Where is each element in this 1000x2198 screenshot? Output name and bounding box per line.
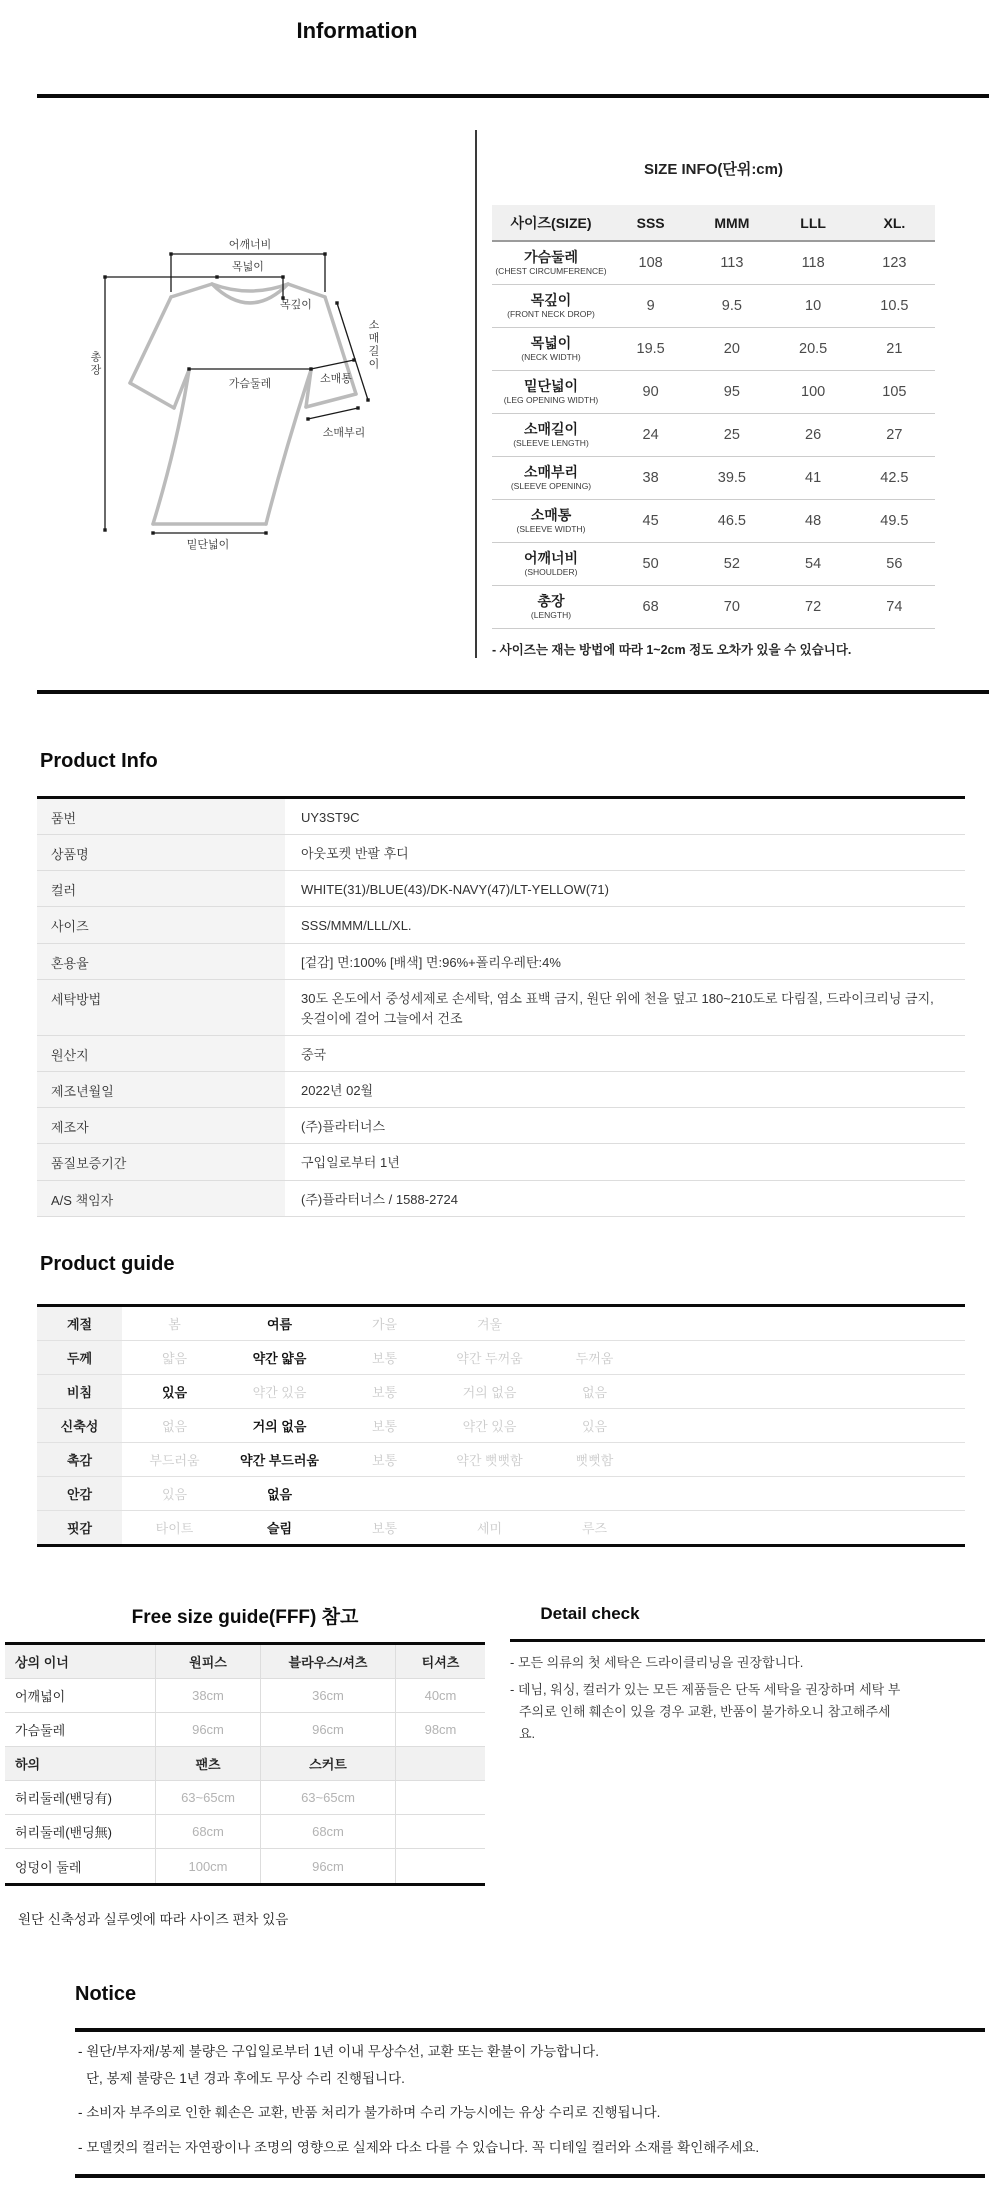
product-info-row	[37, 1108, 965, 1144]
free-size-value: 68cm	[260, 1815, 395, 1848]
size-value: 90	[642, 384, 659, 400]
guide-option: 있음	[161, 1487, 188, 1502]
diagram-label-sleeve-width: 소매통	[320, 373, 352, 385]
product-guide-row-label: 촉감	[37, 1443, 122, 1476]
size-value: 39.5	[717, 470, 746, 486]
product-info-row	[37, 799, 965, 835]
product-guide-table	[37, 1304, 965, 1547]
free-size-row	[5, 1781, 485, 1815]
section-divider	[37, 690, 989, 694]
size-info-row-label	[492, 379, 610, 405]
product-guide-row-label: 두께	[37, 1341, 122, 1374]
size-label-english: (SLEEVE LENGTH)	[513, 437, 589, 448]
size-label-korean: 소매부리	[523, 464, 579, 481]
product-guide-row-label: 신축성	[37, 1409, 122, 1442]
free-size-value: 36cm	[260, 1679, 395, 1712]
size-value: 54	[805, 556, 822, 572]
guide-option-selected: 거의 없음	[252, 1419, 307, 1434]
product-info-label: 상품명	[37, 835, 285, 870]
size-info-row	[492, 500, 935, 543]
free-size-row-label: 엉덩이 둘레	[15, 1859, 82, 1875]
detail-check-line: - 데님, 워싱, 컬러가 있는 모든 제품들은 단독 세탁을 권장하며 세탁 부주의로 인해 훼손이 있을 경우 교환, 반품이 불가하오니 참고해주세요.	[510, 1682, 901, 1742]
top-divider	[37, 94, 989, 98]
notice-title: Notice	[75, 1983, 137, 2005]
size-label-korean: 목깊이	[530, 292, 572, 309]
size-value: 26	[805, 427, 822, 443]
size-value: 52	[723, 556, 740, 572]
diagram-label-neck-width: 목넓이	[232, 261, 264, 273]
guide-option-selected: 약간 부드러움	[240, 1453, 319, 1468]
diagram-label-sleeve-length: 소매길이	[367, 319, 379, 371]
size-label-english: (SLEEVE OPENING)	[510, 480, 592, 491]
product-info-row	[37, 835, 965, 871]
notice-bottom-divider	[75, 2174, 985, 2178]
free-size-guide-table	[5, 1642, 485, 1886]
product-info-table	[37, 796, 965, 1217]
guide-option: 얇음	[161, 1351, 188, 1366]
size-info-row-label	[492, 551, 610, 577]
product-info-label: 제조년월일	[37, 1072, 285, 1107]
size-label-english: (SLEEVE WIDTH)	[516, 523, 586, 534]
size-label-english: (LEG OPENING WIDTH)	[503, 394, 599, 405]
diagram-label-sleeve-opening: 소매부리	[322, 427, 366, 439]
free-size-header-cell: 상의 이너	[15, 1655, 69, 1670]
guide-option: 보통	[371, 1453, 398, 1468]
notice-lines	[78, 2042, 978, 2165]
size-info-title: SIZE INFO(단위:cm)	[644, 161, 783, 178]
free-size-header-cell: 티셔츠	[395, 1645, 485, 1678]
product-guide-row-label: 안감	[37, 1477, 122, 1510]
size-label-english: (LENGTH)	[530, 609, 572, 620]
size-value: 49.5	[880, 513, 909, 529]
size-value: 48	[805, 513, 822, 529]
size-value: 10.5	[880, 298, 909, 314]
guide-option: 세미	[476, 1521, 503, 1536]
diagram-label-neck-depth: 목깊이	[280, 299, 312, 311]
size-value: 19.5	[636, 341, 665, 357]
product-info-label: A/S 책임자	[37, 1181, 285, 1216]
product-guide-row-label: 계절	[37, 1307, 122, 1340]
size-value: 25	[723, 427, 740, 443]
product-guide-row	[37, 1443, 965, 1477]
guide-option: 없음	[161, 1419, 188, 1434]
free-size-row-label: 허리둘레(밴딩有)	[15, 1791, 113, 1806]
size-info-header-row	[492, 205, 935, 242]
size-info-row-label	[492, 508, 610, 534]
size-value: 20	[723, 341, 740, 357]
free-size-row	[5, 1679, 485, 1713]
free-size-value: 100cm	[155, 1849, 260, 1883]
product-info-label: 사이즈	[37, 907, 285, 942]
notice-line: - 소비자 부주의로 인한 훼손은 교환, 반품 처리가 불가하며 수리 가능시에는 유상 수리로 진행됩니다.	[78, 2105, 661, 2120]
product-info-label: 컬러	[37, 871, 285, 906]
size-label-korean: 밑단넓이	[523, 378, 579, 395]
size-info-row-label	[492, 293, 610, 319]
size-value: 113	[720, 255, 744, 271]
size-info-column-header: XL.	[883, 214, 906, 231]
size-value: 70	[723, 599, 740, 615]
guide-option: 거의 없음	[462, 1385, 517, 1400]
guide-option: 약간 있음	[462, 1419, 517, 1434]
size-value: 9.5	[721, 298, 742, 314]
product-info-value: 중국	[301, 1046, 327, 1062]
product-info-value: (주)플라터너스	[301, 1119, 386, 1135]
size-value: 118	[801, 255, 825, 271]
guide-option-selected: 슬림	[266, 1521, 293, 1536]
product-guide-row	[37, 1375, 965, 1409]
size-info-row-label	[492, 594, 610, 620]
size-value: 108	[638, 255, 663, 271]
size-info-row	[492, 328, 935, 371]
product-info-value: (주)플라터너스 / 1588-2724	[301, 1191, 459, 1207]
product-info-value: WHITE(31)/BLUE(43)/DK-NAVY(47)/LT-YELLOW(71)	[301, 882, 609, 898]
size-info-row	[492, 586, 935, 629]
product-guide-row-label: 핏감	[37, 1511, 122, 1544]
size-value: 27	[886, 427, 903, 443]
product-info-label: 품번	[37, 799, 285, 834]
product-info-value: SSS/MMM/LLL/XL.	[301, 918, 412, 934]
guide-option: 타이트	[155, 1521, 194, 1536]
free-size-value: 68cm	[155, 1815, 260, 1848]
size-info-column-header: MMM	[714, 214, 750, 231]
size-info-row	[492, 242, 935, 285]
free-size-header-cell: 원피스	[155, 1645, 260, 1678]
size-value: 42.5	[880, 470, 909, 486]
product-guide-row	[37, 1511, 965, 1544]
size-info-row	[492, 414, 935, 457]
guide-option: 약간 있음	[252, 1385, 307, 1400]
guide-option: 있음	[581, 1419, 608, 1434]
size-value: 9	[646, 298, 655, 314]
size-info-row-label	[492, 250, 610, 276]
product-info-value: UY3ST9C	[301, 810, 360, 825]
size-label-korean: 총장	[537, 593, 565, 610]
free-size-value	[395, 1781, 485, 1814]
size-label-korean: 어깨너비	[523, 550, 579, 567]
product-info-row	[37, 871, 965, 907]
vertical-section-divider	[475, 130, 477, 658]
product-info-row	[37, 980, 965, 1036]
size-value: 72	[805, 599, 822, 615]
free-size-value: 96cm	[260, 1713, 395, 1746]
size-value: 20.5	[799, 341, 828, 357]
guide-option: 부드러움	[149, 1453, 200, 1468]
product-info-value: 2022년 02월	[301, 1083, 374, 1099]
size-value: 123	[882, 255, 907, 271]
diagram-label-hem-width: 밑단넓이	[186, 539, 230, 551]
size-info-row-label	[492, 465, 610, 491]
size-label-english: (NECK WIDTH)	[521, 351, 581, 362]
size-info-column-header: LLL	[800, 214, 826, 231]
product-info-label: 세탁방법	[37, 980, 285, 1035]
size-value: 10	[805, 298, 822, 314]
size-info-row	[492, 285, 935, 328]
size-value: 105	[882, 384, 907, 400]
product-info-title: Product Info	[40, 750, 158, 772]
guide-option-selected: 여름	[266, 1317, 293, 1332]
guide-option-selected: 있음	[161, 1385, 188, 1400]
size-value: 100	[801, 384, 826, 400]
free-size-guide-note: 원단 신축성과 실루엣에 따라 사이즈 편차 있음	[18, 1912, 289, 1927]
free-size-value: 40cm	[395, 1679, 485, 1712]
guide-option: 가을	[371, 1317, 398, 1332]
product-info-row	[37, 1181, 965, 1217]
size-info-row-label	[492, 336, 610, 362]
guide-option-selected: 약간 얇음	[252, 1351, 307, 1366]
free-size-value: 98cm	[395, 1713, 485, 1746]
product-info-value: [겉감] 면:100% [배색] 면:96%+폴리우레탄:4%	[301, 954, 561, 970]
size-label-english: (CHEST CIRCUMFERENCE)	[495, 265, 607, 276]
size-value: 74	[886, 599, 903, 615]
product-guide-row-label: 비침	[37, 1375, 122, 1408]
free-size-value	[395, 1849, 485, 1883]
free-size-value: 38cm	[155, 1679, 260, 1712]
product-guide-row	[37, 1409, 965, 1443]
product-info-label: 혼용율	[37, 944, 285, 979]
detail-check-title: Detail check	[540, 1604, 640, 1623]
size-label-english: (SHOULDER)	[524, 566, 578, 577]
product-info-row	[37, 1072, 965, 1108]
guide-option: 겨울	[476, 1317, 503, 1332]
guide-option-selected: 없음	[266, 1487, 293, 1502]
product-guide-title: Product guide	[40, 1253, 175, 1275]
guide-option: 약간 뻣뻣함	[456, 1453, 523, 1468]
size-label-english: (FRONT NECK DROP)	[507, 308, 595, 319]
detail-check-lines	[510, 1652, 902, 1750]
guide-option: 보통	[371, 1385, 398, 1400]
tshirt-outline	[130, 284, 356, 524]
free-size-header-row	[5, 1645, 485, 1679]
product-info-value: 30도 온도에서 중성세제로 손세탁, 염소 표백 금지, 원단 위에 천을 덮고 180~210도로 다림질, 드라이크리닝 금지, 옷걸이에 걸어 그늘에서 건조	[301, 990, 934, 1026]
free-size-row	[5, 1849, 485, 1883]
size-value: 38	[642, 470, 659, 486]
diagram-label-shoulder-width: 어깨너비	[228, 239, 272, 251]
size-info-row	[492, 543, 935, 586]
guide-option: 보통	[371, 1419, 398, 1434]
size-label-korean: 목넓이	[530, 335, 572, 352]
product-guide-row	[37, 1477, 965, 1511]
free-size-guide-title: Free size guide(FFF) 참고	[131, 1607, 359, 1628]
page-title: Information	[296, 18, 418, 43]
free-size-row-label: 가슴둘레	[15, 1723, 66, 1738]
free-size-row	[5, 1815, 485, 1849]
size-value: 21	[886, 341, 903, 357]
free-size-row-label: 허리둘레(밴딩無)	[15, 1825, 113, 1840]
free-size-value: 96cm	[260, 1849, 395, 1883]
guide-option: 없음	[581, 1385, 608, 1400]
detail-check-divider	[510, 1639, 985, 1642]
free-size-header-cell: 팬츠	[155, 1747, 260, 1780]
product-guide-row	[37, 1307, 965, 1341]
size-label-korean: 가슴둘레	[523, 249, 579, 266]
diagram-label-total-length: 총장	[89, 351, 101, 377]
free-size-header-cell: 하의	[15, 1757, 41, 1772]
size-label-korean: 소매길이	[523, 421, 579, 438]
product-info-value: 구입일로부터 1년	[301, 1155, 400, 1171]
product-info-row	[37, 944, 965, 980]
measurement-endpoints	[103, 252, 369, 534]
product-guide-row	[37, 1341, 965, 1375]
size-info-note: - 사이즈는 재는 방법에 따라 1~2cm 정도 오차가 있을 수 있습니다.	[492, 643, 852, 657]
size-value: 41	[805, 470, 822, 486]
product-info-label: 품질보증기간	[37, 1144, 285, 1179]
tshirt-measurement-diagram	[60, 180, 470, 570]
size-value: 50	[642, 556, 659, 572]
product-info-row	[37, 1144, 965, 1180]
free-size-header-row	[5, 1747, 485, 1781]
product-info-row	[37, 1036, 965, 1072]
notice-line: - 원단/부자재/봉제 불량은 구입일로부터 1년 이내 무상수선, 교환 또는 환불이 가능합니다.	[78, 2044, 599, 2059]
size-info-row	[492, 457, 935, 500]
product-info-label: 원산지	[37, 1036, 285, 1071]
guide-option: 봄	[168, 1317, 181, 1332]
free-size-value: 63~65cm	[155, 1781, 260, 1814]
free-size-header-cell: 블라우스/셔츠	[260, 1645, 395, 1678]
size-info-column-header: 사이즈(SIZE)	[510, 214, 592, 231]
size-value: 95	[723, 384, 740, 400]
size-value: 45	[642, 513, 659, 529]
size-value: 46.5	[717, 513, 746, 529]
free-size-value: 63~65cm	[260, 1781, 395, 1814]
guide-option: 뻣뻣함	[575, 1453, 614, 1468]
size-info-table	[492, 205, 935, 629]
free-size-row	[5, 1713, 485, 1747]
free-size-header-cell	[395, 1747, 485, 1780]
free-size-header-cell: 스커트	[260, 1747, 395, 1780]
free-size-value	[395, 1815, 485, 1848]
guide-option: 약간 두꺼움	[456, 1351, 523, 1366]
product-info-row	[37, 907, 965, 943]
diagram-label-chest: 가슴둘레	[228, 378, 272, 390]
product-info-value: 아웃포켓 반팔 후디	[301, 846, 409, 862]
guide-option: 보통	[371, 1521, 398, 1536]
measurement-lines	[105, 254, 368, 533]
guide-option: 두꺼움	[575, 1351, 614, 1366]
size-value: 56	[886, 556, 903, 572]
size-value: 68	[642, 599, 659, 615]
detail-check-line: - 모든 의류의 첫 세탁은 드라이클리닝을 권장합니다.	[510, 1655, 804, 1670]
free-size-value: 96cm	[155, 1713, 260, 1746]
notice-line: 단, 봉제 불량은 1년 경과 후에도 무상 수리 진행됩니다.	[86, 2071, 405, 2086]
size-value: 24	[642, 427, 659, 443]
guide-option: 루즈	[581, 1521, 608, 1536]
size-label-korean: 소매통	[530, 507, 572, 524]
free-size-row-label: 어깨넓이	[15, 1689, 66, 1704]
size-info-row	[492, 371, 935, 414]
size-info-row-label	[492, 422, 610, 448]
product-info-label: 제조자	[37, 1108, 285, 1143]
size-info-column-header: SSS	[636, 214, 665, 231]
notice-line: - 모델컷의 컬러는 자연광이나 조명의 영향으로 실제와 다소 다를 수 있습니다. 꼭 디테일 컬러와 소재를 확인해주세요.	[78, 2140, 760, 2155]
notice-divider	[75, 2028, 985, 2032]
guide-option: 보통	[371, 1351, 398, 1366]
